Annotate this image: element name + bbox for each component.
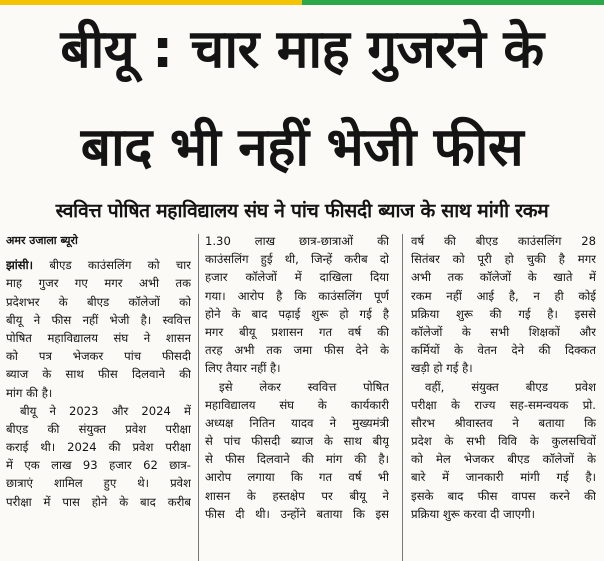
article-line: काउंसलिंग हुई थी, जिन्हें करीब दो	[205, 252, 389, 267]
article-line: बीयू ने 2023 और 2024 में	[20, 403, 191, 418]
article-line: वहीं, संयुक्त बीएड प्रवेश	[425, 379, 596, 394]
article-line-text: बीएड काउंसलिंग को चार	[49, 258, 191, 273]
column-divider	[402, 234, 403, 561]
article-line: प्रक्रिया शुरू करवा दी जाएगी।	[411, 506, 536, 521]
article-line: प्रदेश के सभी विवि के कुलसचिवों	[411, 434, 596, 449]
top-bar-green	[302, 0, 604, 5]
article-line: बीयू ने फीस नहीं भेजी है। स्ववित्त	[6, 312, 191, 327]
article-line: परीक्षा के राज्य सह-समन्वयक प्रो.	[411, 397, 596, 412]
article-line: वर्ष की बीएड काउंसलिंग 28	[411, 234, 596, 248]
article-line: प्रदेशभर के बीएड कॉलेजों को	[6, 294, 191, 309]
article-line: महाविद्यालय संघ के कार्यकारी	[205, 397, 389, 412]
article-line: मांग की है।	[6, 385, 53, 400]
top-bar-yellow	[0, 0, 302, 5]
column-divider	[198, 234, 199, 561]
article-line: मगर बीयू प्रशासन गत वर्ष की	[205, 324, 389, 339]
article-line: रकम नहीं आई है, न ही कोई	[411, 288, 596, 303]
top-color-bar	[0, 0, 604, 5]
article-line: तरह अभी तक जमा फीस देने के	[205, 343, 389, 358]
article-column-2	[205, 232, 389, 561]
article-line: में एक लाख 93 हजार 62 छात्र-	[6, 458, 191, 473]
subheadline: स्ववित्त पोषित महाविद्यालय संघ ने पांच फीसदी ब्याज के साथ मांगी रकम	[55, 199, 549, 222]
article-line: से पांच फीसदी ब्याज के साथ बीयू	[205, 434, 389, 449]
article-line: ब्याज के साथ फीस दिलवाने की	[6, 367, 191, 382]
article-line: हजार कॉलेजों में दाखिला दिया	[205, 270, 389, 285]
article-line: को पत्र भेजकर पांच फीसदी	[6, 349, 191, 364]
article-line: प्रक्रिया शुरू की गई है। इससे	[411, 306, 596, 321]
article-line: होने के बाद पढ़ाई शुरू हो गई है	[205, 306, 389, 321]
article-line: छात्राएं शामिल हुए थे। प्रवेश	[6, 476, 191, 491]
byline: अमर उजाला ब्यूरो	[6, 234, 78, 247]
dateline: झांसी।	[6, 258, 34, 273]
article-line: शासन के हस्तक्षेप पर बीयू ने	[205, 488, 389, 503]
article-line: बारे में जानकारी मांगी गई है।	[411, 470, 596, 485]
article-line: कॉलेजों के सभी शिक्षकों और	[411, 324, 596, 339]
article-line: माह गुजर गए मगर अभी तक	[6, 276, 191, 291]
article-line: इसके बाद फीस वापस करने की	[411, 488, 596, 503]
article-line: को मेल भेजकर बीएड कॉलेजों के	[411, 452, 596, 467]
article-line: सौरभ श्रीवास्तव ने बताया कि	[411, 415, 596, 430]
article-line: कर्मियों के वेतन देने की दिक्कत	[411, 343, 596, 358]
article-line: परीक्षा में पास होने के बाद करीब	[6, 494, 191, 509]
article-line: लिए तैयार नहीं है।	[205, 361, 281, 376]
article-line: 1.30 लाख छात्र-छात्राओं की	[205, 234, 389, 248]
article-line: इसे लेकर स्ववित्त पोषित	[219, 379, 389, 394]
article-line: फीस दी थी। उन्होंने बताया कि इस	[205, 506, 389, 521]
headline-line-2: बाद भी नहीं भेजी फीस	[80, 117, 524, 178]
article-line: कराई थी। 2024 की प्रवेश परीक्षा	[6, 440, 191, 455]
article-line: अभी तक कॉलेजों के खाते में	[411, 270, 596, 285]
article-line: बीएड की संयुक्त प्रवेश परीक्षा	[6, 421, 191, 436]
article-line: पोषित महाविद्यालय संघ ने शासन	[6, 330, 191, 345]
article-line: गया। आरोप है कि काउंसलिंग पूर्ण	[205, 288, 389, 303]
article-line: आरोप लगाया कि गत वर्ष भी	[205, 470, 389, 485]
article-line: से फीस दिलवाने की मांग की है।	[205, 452, 389, 467]
article-line	[6, 256, 191, 274]
article-column-3	[411, 232, 596, 561]
article-column-1	[6, 232, 191, 561]
article-line: खड़ी हो गई है।	[411, 361, 473, 376]
article-line: सितंबर को पूरी हो चुकी है मगर	[411, 252, 596, 267]
headline-line-1: बीयू : चार माह गुजरने के	[60, 19, 544, 80]
article-line: अध्यक्ष नितिन यादव ने मुख्यमंत्री	[205, 415, 389, 430]
